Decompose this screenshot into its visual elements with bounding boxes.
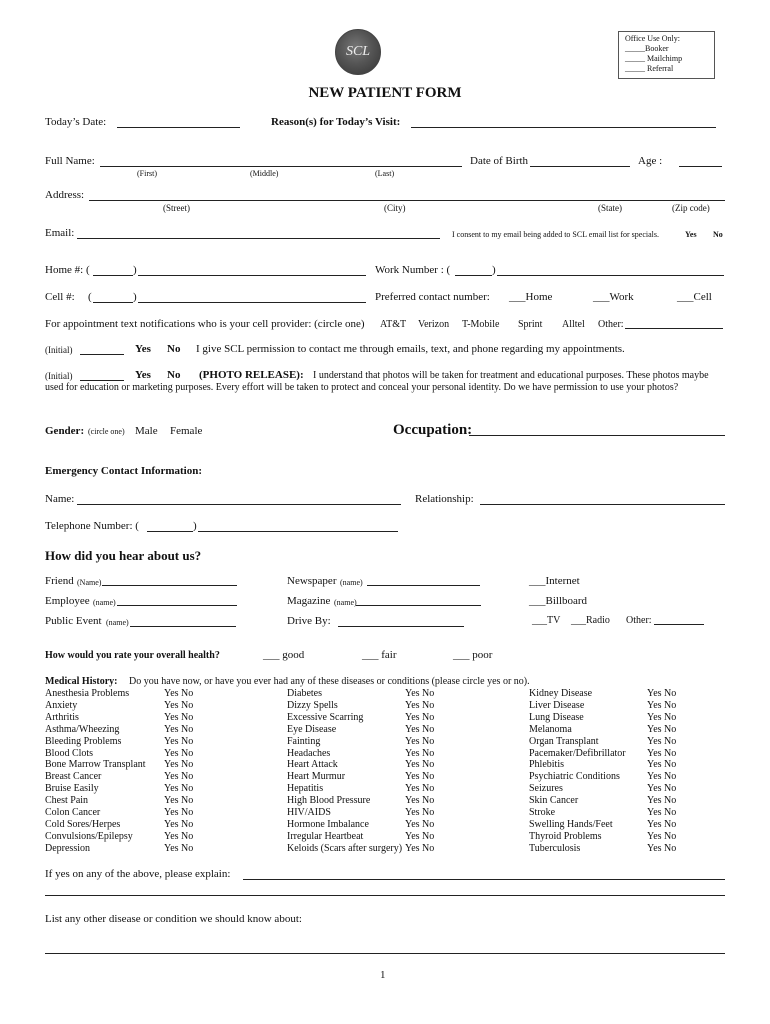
yes-no-choice[interactable]: Yes No xyxy=(647,842,677,854)
medical-col-3-yes-no xyxy=(647,688,676,855)
address-label: Address: xyxy=(45,189,85,201)
ec-name-label: Name: xyxy=(45,493,75,505)
yes-no-choice[interactable]: Yes No xyxy=(647,830,677,842)
dob-label: Date of Birth xyxy=(470,155,529,167)
medical-col-1-yes-no xyxy=(164,688,193,855)
telephone-area-code-field[interactable] xyxy=(147,531,193,532)
condition-name: Heart Attack xyxy=(287,759,338,771)
photo-release-text-2: used for education or marketing purposes. Every effort will be taken to protect and conceal your personal identity. Do we have permission to use your photos? xyxy=(45,382,679,393)
city-hint: (City) xyxy=(384,203,406,213)
yes-no-choice[interactable]: Yes No xyxy=(405,735,435,747)
relationship-label: Relationship: xyxy=(415,493,474,505)
condition-name: Arthritis xyxy=(45,711,79,723)
yes-no-choice[interactable]: Yes No xyxy=(164,807,194,819)
yes-no-choice[interactable]: Yes No xyxy=(164,783,194,795)
office-use-item: _____Booker xyxy=(625,44,669,53)
condition-name: Excessive Scarring xyxy=(287,711,364,723)
drive-by-field[interactable] xyxy=(338,626,464,627)
explain-field-line-2[interactable] xyxy=(45,895,725,896)
email-consent-yes[interactable]: Yes xyxy=(685,230,697,239)
referral-employee-label: Employee xyxy=(45,595,90,607)
yes-no-choice[interactable]: Yes No xyxy=(647,735,677,747)
newspaper-field[interactable] xyxy=(367,585,480,586)
home-area-code-field[interactable] xyxy=(93,275,133,276)
condition-name: Liver Disease xyxy=(529,699,585,711)
medical-col-1 xyxy=(45,688,146,855)
preferred-cell-option[interactable]: ___Cell xyxy=(677,291,712,303)
provider-tmobile[interactable]: T-Mobile xyxy=(462,319,500,330)
photo-release-label: (PHOTO RELEASE): xyxy=(199,369,304,381)
condition-name: Kidney Disease xyxy=(529,688,593,699)
zip-hint: (Zip code) xyxy=(672,203,710,213)
home-phone-label: Home #: ( xyxy=(45,264,90,276)
yes-no-choice[interactable]: Yes No xyxy=(647,807,677,819)
cell-provider-label: For appointment text notifications who is your cell provider: (circle one) xyxy=(45,318,365,330)
last-name-hint: (Last) xyxy=(375,169,395,178)
email-consent-text: I consent to my email being added to SCL email list for specials. xyxy=(452,230,659,239)
health-poor-option[interactable]: ___ poor xyxy=(453,649,493,661)
condition-name: High Blood Pressure xyxy=(287,795,371,807)
yes-no-choice[interactable]: Yes No xyxy=(164,830,194,842)
full-name-label: Full Name: xyxy=(45,155,95,167)
yes-no-choice[interactable]: Yes No xyxy=(164,711,194,723)
condition-name: Breast Cancer xyxy=(45,771,102,783)
yes-no-choice[interactable]: Yes No xyxy=(405,783,435,795)
yes-no-choice[interactable]: Yes No xyxy=(405,711,435,723)
photo-initial-field[interactable] xyxy=(80,380,124,381)
referral-public-event-label: Public Event xyxy=(45,615,102,627)
referral-billboard-option[interactable]: ___Billboard xyxy=(529,595,588,607)
provider-verizon[interactable]: Verizon xyxy=(418,319,450,330)
work-area-code-field[interactable] xyxy=(455,275,492,276)
yes-no-choice[interactable]: Yes No xyxy=(647,818,677,830)
yes-no-choice[interactable]: Yes No xyxy=(647,699,677,711)
full-name-field[interactable] xyxy=(100,166,462,167)
condition-name: Skin Cancer xyxy=(529,795,579,807)
first-name-hint: (First) xyxy=(137,169,157,178)
friend-name-field[interactable] xyxy=(102,585,237,586)
street-hint: (Street) xyxy=(163,203,190,213)
photo-initial-label: (Initial) xyxy=(45,371,73,381)
yes-no-choice[interactable]: Yes No xyxy=(405,723,435,735)
yes-no-choice[interactable]: Yes No xyxy=(164,795,194,807)
provider-other: Other: xyxy=(598,319,624,330)
other-disease-field[interactable] xyxy=(45,953,725,954)
office-use-item: _____ Referral xyxy=(625,64,674,73)
referral-internet-option[interactable]: ___Internet xyxy=(529,575,580,587)
yes-no-choice[interactable]: Yes No xyxy=(405,747,435,759)
yes-no-choice[interactable]: Yes No xyxy=(647,771,677,783)
other-disease-label: List any other disease or condition we should know about: xyxy=(45,913,302,925)
condition-name: Heart Murmur xyxy=(287,771,346,783)
yes-no-choice[interactable]: Yes No xyxy=(647,688,677,699)
employee-name-hint: (name) xyxy=(93,598,116,607)
condition-name: Dizzy Spells xyxy=(287,699,338,711)
condition-name: Chest Pain xyxy=(45,795,89,807)
condition-name: Bruise Easily xyxy=(45,783,99,795)
yes-no-choice[interactable]: Yes No xyxy=(405,771,435,783)
referral-other-field[interactable] xyxy=(654,624,704,625)
gender-male[interactable]: Male xyxy=(135,425,158,437)
email-field[interactable] xyxy=(77,238,440,239)
gender-circle-one: (circle one) xyxy=(88,427,125,436)
ec-name-field[interactable] xyxy=(77,504,401,505)
clinic-logo: SCL xyxy=(335,29,381,75)
condition-name: Stroke xyxy=(529,807,556,819)
condition-name: Colon Cancer xyxy=(45,807,101,819)
cell-area-code-field[interactable] xyxy=(93,302,133,303)
yes-no-choice[interactable]: Yes No xyxy=(647,711,677,723)
photo-yes[interactable]: Yes xyxy=(135,369,151,381)
relationship-field[interactable] xyxy=(480,504,725,505)
condition-name: Swelling Hands/Feet xyxy=(529,818,613,830)
yes-no-choice[interactable]: Yes No xyxy=(405,842,435,854)
yes-no-choice[interactable]: Yes No xyxy=(405,688,435,699)
condition-name: Fainting xyxy=(287,735,321,747)
medical-col-3 xyxy=(529,688,626,855)
age-field[interactable] xyxy=(679,166,722,167)
condition-name: Anesthesia Problems xyxy=(45,688,130,699)
condition-name: Tuberculosis xyxy=(529,842,581,854)
referral-tv-option[interactable]: ___TV xyxy=(532,615,561,626)
magazine-name-hint: (name) xyxy=(334,598,357,607)
yes-no-choice[interactable]: Yes No xyxy=(164,699,194,711)
condition-name: HIV/AIDS xyxy=(287,807,331,819)
condition-name: Seizures xyxy=(529,783,563,795)
yes-no-choice[interactable]: Yes No xyxy=(647,783,677,795)
condition-name: Eye Disease xyxy=(287,723,337,735)
cell-phone-field[interactable] xyxy=(138,302,366,303)
reasons-label: Reason(s) for Today’s Visit: xyxy=(271,116,401,128)
provider-att[interactable]: AT&T xyxy=(380,319,407,330)
work-number-label: Work Number : ( xyxy=(375,264,451,276)
condition-name: Asthma/Wheezing xyxy=(45,723,120,735)
todays-date-field[interactable] xyxy=(117,127,240,128)
explain-label: If yes on any of the above, please explain: xyxy=(45,868,231,880)
contact-yes[interactable]: Yes xyxy=(135,343,151,355)
cell-paren-open: ( xyxy=(88,291,92,303)
condition-name: Hormone Imbalance xyxy=(287,818,369,830)
yes-no-choice[interactable]: Yes No xyxy=(647,759,677,771)
condition-name: Melanoma xyxy=(529,723,572,735)
telephone-label: Telephone Number: ( xyxy=(45,520,139,532)
yes-no-choice[interactable]: Yes No xyxy=(164,842,194,854)
referral-drive-by-label: Drive By: xyxy=(287,615,331,627)
occupation-label: Occupation: xyxy=(393,422,473,438)
provider-alltel[interactable]: Alltel xyxy=(562,319,585,330)
home-phone-field[interactable] xyxy=(138,275,366,276)
condition-name: Psychiatric Conditions xyxy=(529,771,620,783)
age-label: Age : xyxy=(638,155,663,167)
magazine-field[interactable] xyxy=(356,605,481,606)
health-good-option[interactable]: ___ good xyxy=(263,649,305,661)
yes-no-choice[interactable]: Yes No xyxy=(405,759,435,771)
yes-no-choice[interactable]: Yes No xyxy=(164,723,194,735)
public-event-name-hint: (name) xyxy=(106,618,129,627)
photo-no[interactable]: No xyxy=(167,369,181,381)
emergency-contact-heading: Emergency Contact Information: xyxy=(45,465,203,477)
condition-name: Cold Sores/Herpes xyxy=(45,818,121,830)
yes-no-choice[interactable]: Yes No xyxy=(647,723,677,735)
office-use-title: Office Use Only: xyxy=(625,34,680,43)
referral-other-label: Other: xyxy=(626,615,652,626)
address-field[interactable] xyxy=(89,200,725,201)
medical-history-label: Medical History: xyxy=(45,676,118,687)
form-title: NEW PATIENT FORM xyxy=(308,85,462,101)
contact-initial-label: (Initial) xyxy=(45,345,73,355)
medical-col-2 xyxy=(287,688,402,855)
email-consent-no[interactable]: No xyxy=(713,230,723,239)
overall-health-label: How would you rate your overall health? xyxy=(45,650,220,661)
condition-name: Convulsions/Epilepsy xyxy=(45,830,133,842)
page-number: 1 xyxy=(380,969,386,981)
work-paren: ) xyxy=(492,264,496,276)
explain-field[interactable] xyxy=(243,879,725,880)
yes-no-choice[interactable]: Yes No xyxy=(405,818,435,830)
contact-initial-field[interactable] xyxy=(80,354,124,355)
middle-name-hint: (Middle) xyxy=(250,169,279,178)
referral-newspaper-label: Newspaper xyxy=(287,575,337,587)
yes-no-choice[interactable]: Yes No xyxy=(164,747,194,759)
public-event-field[interactable] xyxy=(130,626,236,627)
contact-no[interactable]: No xyxy=(167,343,181,355)
medical-history-intro: Do you have now, or have you ever had any of these diseases or conditions (please circle yes or no). xyxy=(129,676,530,687)
occupation-field[interactable] xyxy=(469,435,725,436)
preferred-home-option[interactable]: ___Home xyxy=(509,291,553,303)
condition-name: Bleeding Problems xyxy=(45,735,122,747)
work-phone-field[interactable] xyxy=(497,275,724,276)
yes-no-choice[interactable]: Yes No xyxy=(164,688,194,699)
referral-radio-option[interactable]: ___Radio xyxy=(571,615,610,626)
health-fair-option[interactable]: ___ fair xyxy=(362,649,397,661)
yes-no-choice[interactable]: Yes No xyxy=(164,735,194,747)
yes-no-choice[interactable]: Yes No xyxy=(405,795,435,807)
newspaper-name-hint: (name) xyxy=(340,578,363,587)
condition-name: Organ Transplant xyxy=(529,735,599,747)
condition-name: Headaches xyxy=(287,747,331,759)
todays-date-label: Today’s Date: xyxy=(45,116,107,128)
gender-label: Gender: xyxy=(45,425,85,437)
yes-no-choice[interactable]: Yes No xyxy=(164,759,194,771)
state-hint: (State) xyxy=(598,203,622,213)
yes-no-choice[interactable]: Yes No xyxy=(405,699,435,711)
telephone-paren: ) xyxy=(193,520,197,532)
reasons-field[interactable] xyxy=(411,127,716,128)
referral-magazine-label: Magazine xyxy=(287,595,331,607)
condition-name: Diabetes xyxy=(287,688,322,699)
employee-name-field[interactable] xyxy=(117,605,237,606)
email-label: Email: xyxy=(45,227,75,239)
condition-name: Blood Clots xyxy=(45,747,94,759)
condition-name: Pacemaker/Defibrillator xyxy=(529,747,626,759)
preferred-contact-label: Preferred contact number: xyxy=(375,291,490,303)
hear-about-us-heading: How did you hear about us? xyxy=(45,548,202,563)
condition-name: Thyroid Problems xyxy=(529,830,602,842)
preferred-work-option[interactable]: ___Work xyxy=(593,291,634,303)
yes-no-choice[interactable]: Yes No xyxy=(405,830,435,842)
yes-no-choice[interactable]: Yes No xyxy=(164,818,194,830)
provider-sprint[interactable]: Sprint xyxy=(518,319,543,330)
office-use-item: _____ Mailchimp xyxy=(625,54,683,63)
yes-no-choice[interactable]: Yes No xyxy=(647,795,677,807)
photo-release-text-1: I understand that photos will be taken for treatment and educational purposes. These photos maybe xyxy=(313,370,709,381)
contact-permission-text: I give SCL permission to contact me through emails, text, and phone regarding my appointments. xyxy=(196,343,625,355)
provider-other-field[interactable] xyxy=(625,328,723,329)
yes-no-choice[interactable]: Yes No xyxy=(164,771,194,783)
yes-no-choice[interactable]: Yes No xyxy=(405,807,435,819)
home-paren: ) xyxy=(133,264,137,276)
office-use-box xyxy=(618,31,715,79)
cell-paren-close: ) xyxy=(133,291,137,303)
gender-female[interactable]: Female xyxy=(170,425,203,437)
condition-name: Depression xyxy=(45,842,90,854)
condition-name: Bone Marrow Transplant xyxy=(45,759,146,771)
condition-name: Hepatitis xyxy=(287,783,324,795)
condition-name: Anxiety xyxy=(45,699,78,711)
condition-name: Keloids (Scars after surgery) xyxy=(287,842,403,854)
condition-name: Lung Disease xyxy=(529,711,584,723)
friend-name-hint: (Name) xyxy=(77,578,102,587)
referral-friend-label: Friend xyxy=(45,575,74,587)
condition-name: Phlebitis xyxy=(529,759,565,771)
condition-name: Irregular Heartbeat xyxy=(287,830,364,842)
cell-label: Cell #: xyxy=(45,291,75,303)
yes-no-choice[interactable]: Yes No xyxy=(647,747,677,759)
dob-field[interactable] xyxy=(530,166,630,167)
medical-col-2-yes-no xyxy=(405,688,434,855)
telephone-field[interactable] xyxy=(198,531,398,532)
